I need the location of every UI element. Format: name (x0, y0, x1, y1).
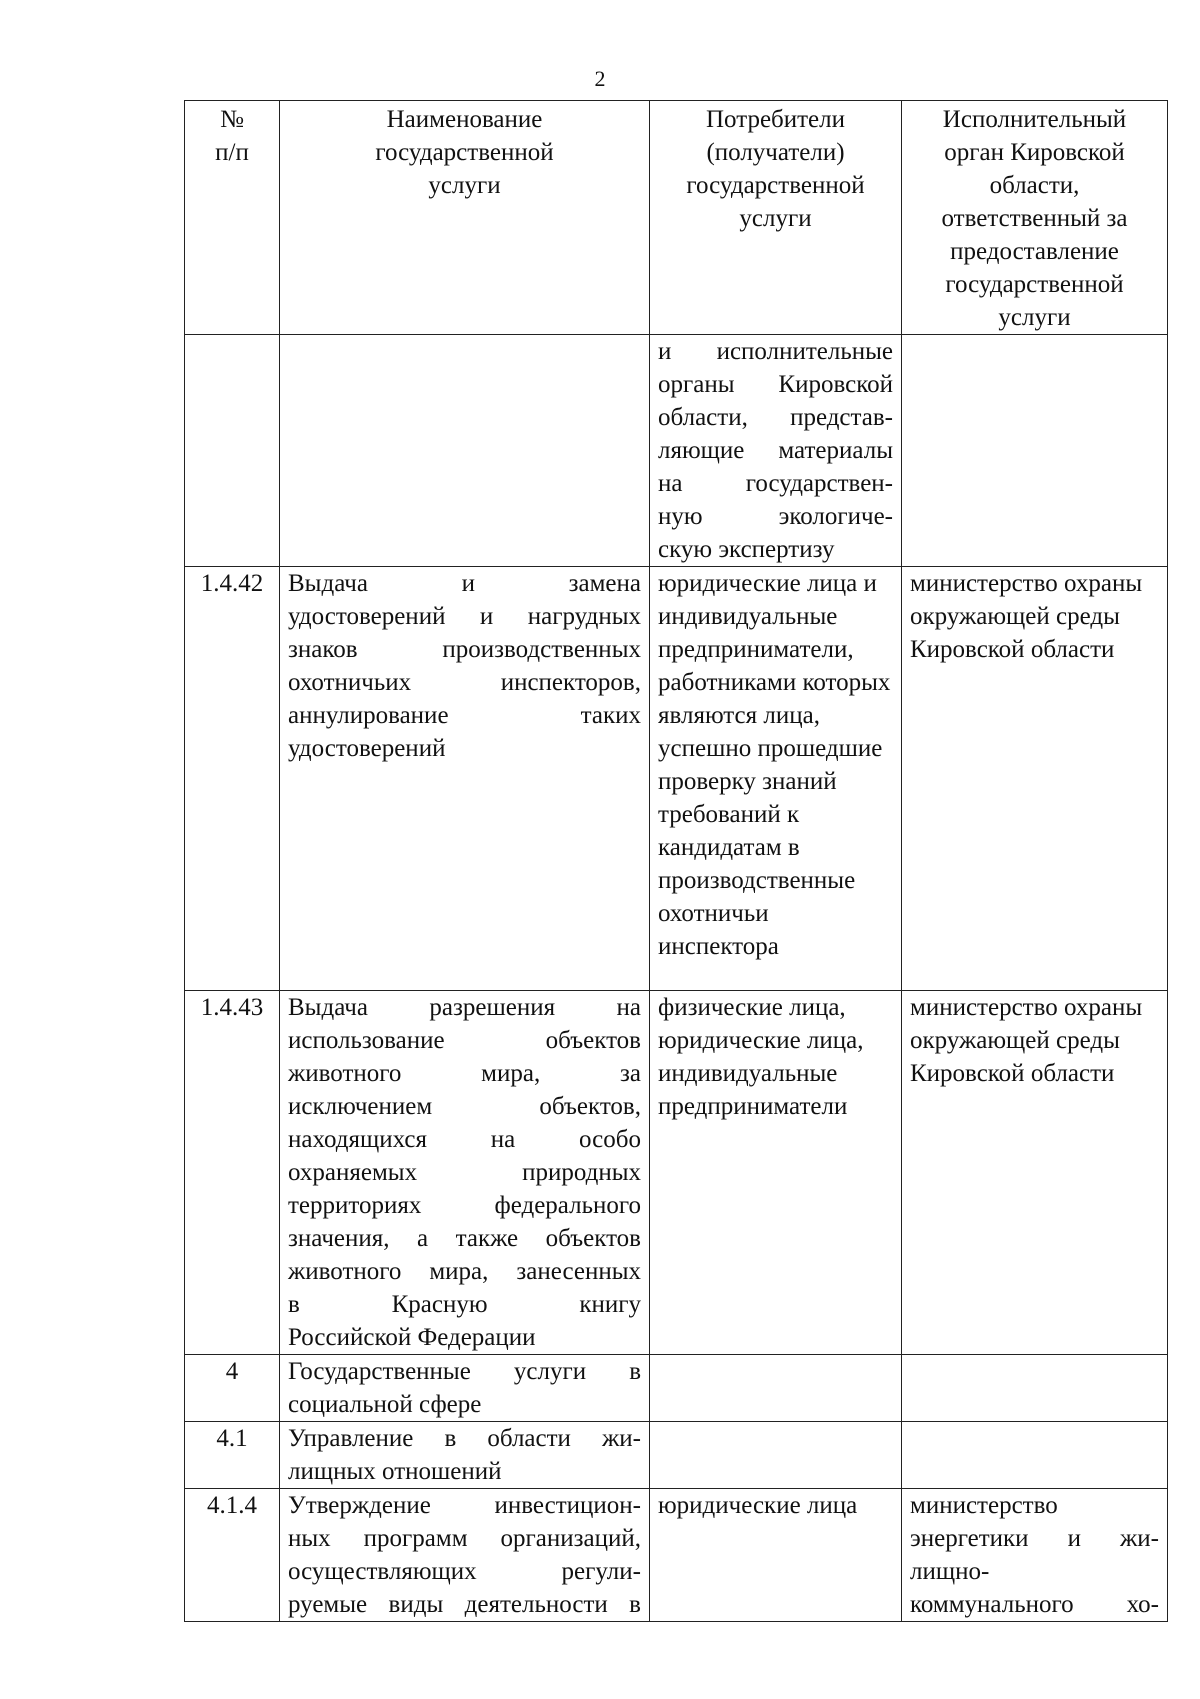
row-consumers (650, 1355, 902, 1422)
service-name-line: использование объектов (288, 1027, 641, 1054)
row-authority (902, 335, 1168, 567)
consumers-line: органы Кировской (658, 371, 893, 398)
service-name-line: Выдача и замена (288, 570, 641, 597)
service-name-line: исключением объектов, (288, 1093, 641, 1120)
row-consumers (650, 335, 902, 567)
row-consumers: физические лица, юридические лица, индивидуальные предприниматели (650, 991, 902, 1355)
consumers-line: и исполнительные (658, 338, 893, 365)
row-number: 1.4.43 (185, 991, 280, 1355)
row-number (185, 335, 280, 567)
service-name-line: территориях федерального (288, 1192, 641, 1219)
service-name-line: Утверждение инвестицион- (288, 1492, 641, 1519)
row-service-name (280, 567, 650, 991)
row-number: 1.4.42 (185, 567, 280, 991)
consumers-line: области, представ- (658, 404, 893, 431)
service-name-line: в Красную книгу (288, 1291, 641, 1318)
service-name-line: Государственные услуги в (288, 1358, 641, 1385)
row-service-name (280, 991, 650, 1355)
service-name-line: ных программ организаций, (288, 1525, 641, 1552)
service-name-line: удостоверений и нагрудных (288, 603, 641, 630)
service-name-line: Выдача разрешения на (288, 994, 641, 1021)
service-name-line: Российской Федерации (288, 1324, 536, 1351)
service-name-line: животного мира, занесенных (288, 1258, 641, 1285)
page-number: 2 (594, 66, 606, 91)
service-name-line: охраняемых природных (288, 1159, 641, 1186)
row-number: 4 (185, 1355, 280, 1422)
row-service-name (280, 1422, 650, 1489)
row-number: 4.1.4 (185, 1489, 280, 1622)
service-name-line: животного мира, за (288, 1060, 641, 1087)
service-name-line: находящихся на особо (288, 1126, 641, 1153)
header-authority-text: Исполнительный орган Кировской области, ответственный за предоставление государственной услуги (941, 106, 1128, 331)
service-name-line: Управление в области жи- (288, 1425, 641, 1452)
row-authority (902, 1422, 1168, 1489)
row-service-name (280, 1355, 650, 1422)
consumers-line: ную экологиче- (658, 503, 893, 530)
consumers-line: ляющие материалы (658, 437, 893, 464)
header-number (185, 101, 280, 335)
header-consumers-text: Потребители (получатели) государственной услуги (686, 106, 865, 232)
authority-line: министерство (910, 1492, 1058, 1519)
row-service-name (280, 1489, 650, 1622)
row-authority: министерство охраны окружающей среды Кировской области (902, 567, 1168, 991)
header-service-name-text: Наименование государственной услуги (375, 106, 554, 199)
header-number-text: № п/п (215, 106, 249, 166)
table-row (185, 991, 1168, 1355)
table-row (185, 1489, 1168, 1622)
consumers-line: скую экспертизу (658, 536, 835, 563)
consumers-line: на государствен- (658, 470, 893, 497)
row-authority: министерство охраны окружающей среды Кировской области (902, 991, 1168, 1355)
row-authority (902, 1355, 1168, 1422)
service-name-line: значения, а также объектов (288, 1225, 641, 1252)
header-authority (902, 101, 1168, 335)
service-name-line: осуществляющих регули- (288, 1558, 641, 1585)
service-name-line: социальной сфере (288, 1391, 482, 1418)
service-name-line: охотничьих инспекторов, (288, 669, 641, 696)
row-number: 4.1 (185, 1422, 280, 1489)
table-row (185, 335, 1168, 567)
table-header-row (185, 101, 1168, 335)
services-table (184, 100, 1168, 1622)
header-service-name (280, 101, 650, 335)
table-row (185, 1355, 1168, 1422)
service-name-line: руемые виды деятельности в (288, 1591, 641, 1618)
row-consumers (650, 1422, 902, 1489)
authority-line: энергетики и жи- (910, 1525, 1159, 1552)
authority-line: коммунального хо- (910, 1591, 1159, 1618)
service-name-line: знаков производственных (288, 636, 641, 663)
table-row (185, 567, 1168, 991)
row-authority (902, 1489, 1168, 1622)
service-name-line: аннулирование таких (288, 702, 641, 729)
authority-line: лищно- (910, 1558, 990, 1585)
header-consumers (650, 101, 902, 335)
row-consumers: юридические лица (650, 1489, 902, 1622)
row-consumers: юридические лица и индивидуальные предприниматели, работниками которых являются лица, успешно прошедшие проверку знаний требований к кандидатам в производственные охотничьи инспектора (650, 567, 902, 991)
row-service-name (280, 335, 650, 567)
service-name-line: лищных отношений (288, 1458, 502, 1485)
table-row (185, 1422, 1168, 1489)
service-name-line: удостоверений (288, 735, 446, 762)
